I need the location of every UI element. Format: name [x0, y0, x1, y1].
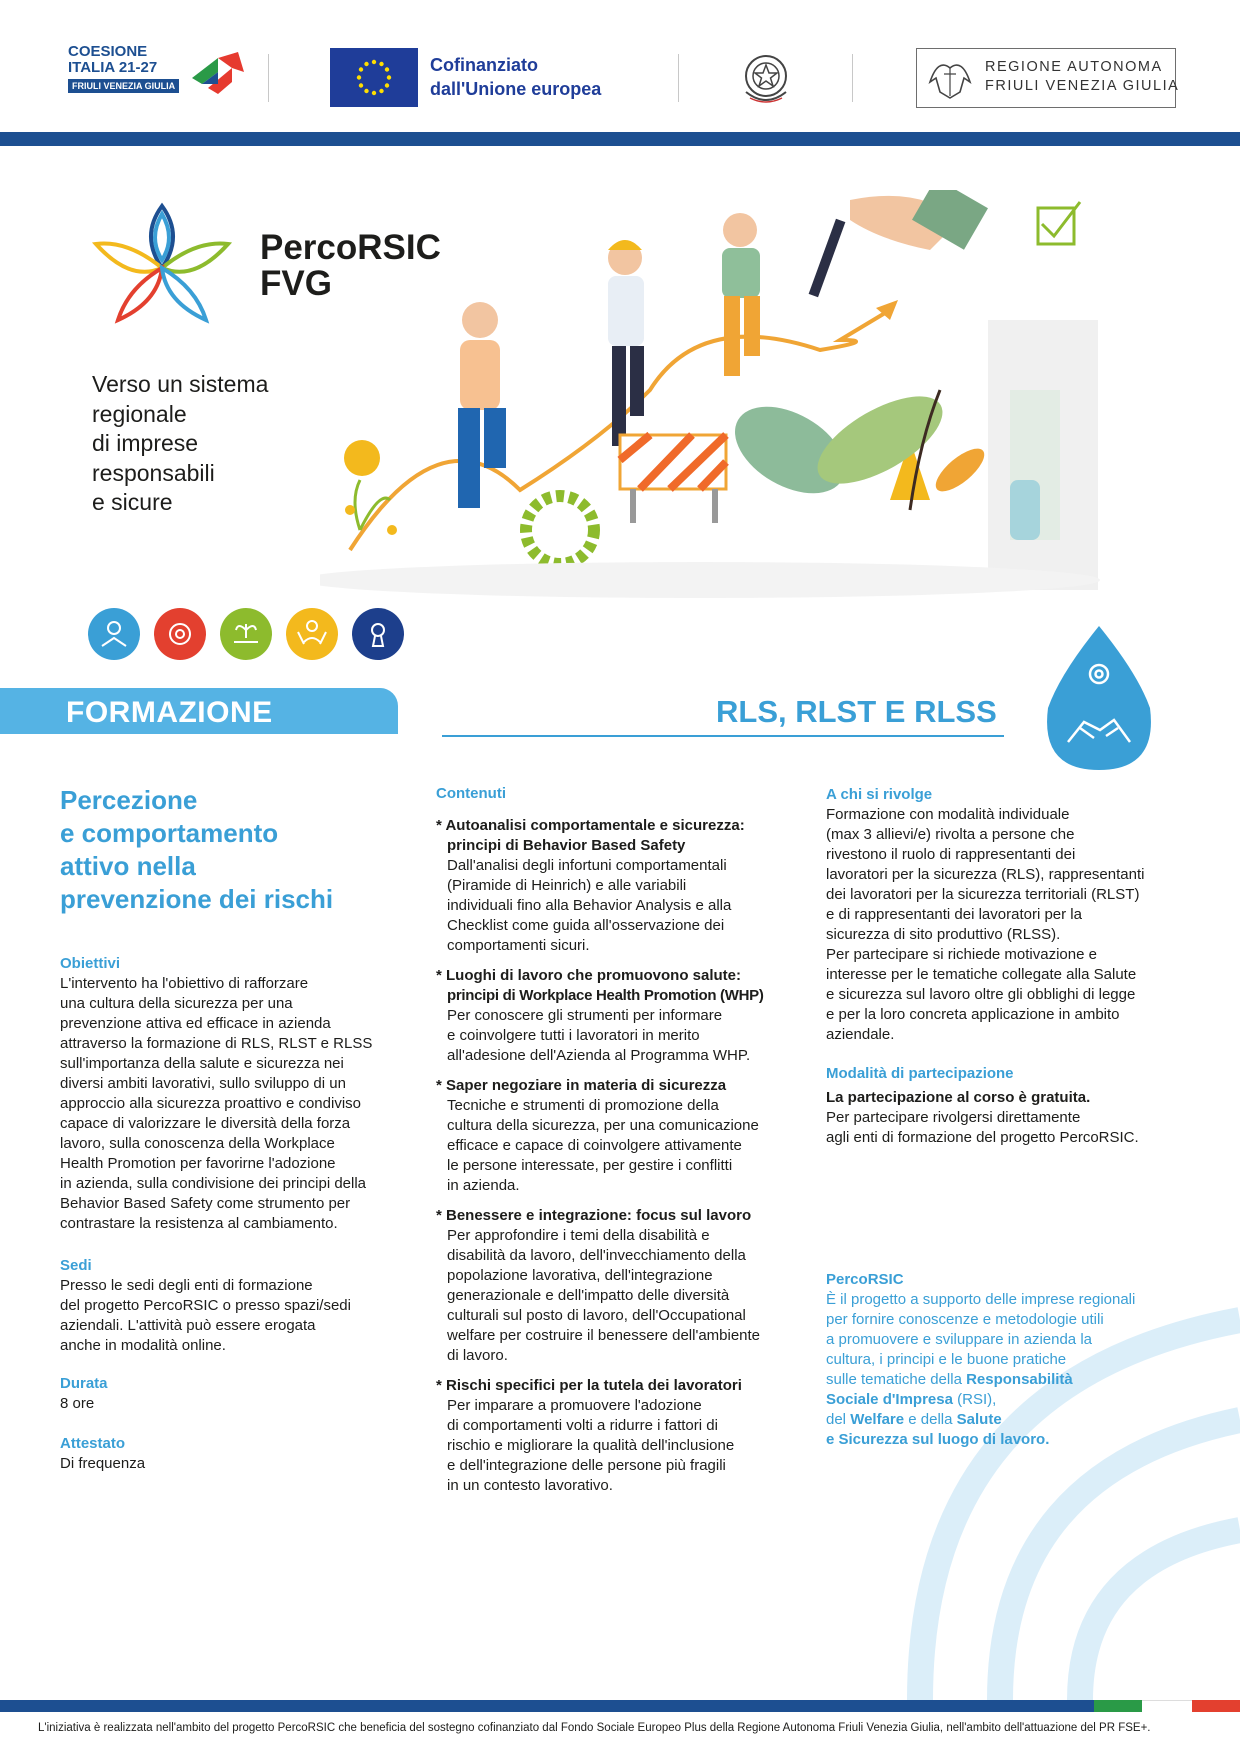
course-title-line: e comportamento — [60, 818, 279, 848]
target-line: Formazione con modalità individuale — [826, 806, 1070, 823]
footer-disclaimer: L'iniziativa è realizzata nell'ambito del progetto PercoRSIC che beneficia del sostegno cofinanziato dal Fondo Sociale Europeo Plus della Regione Autonoma Friuli Venezia Giulia, nell'ambito dell'attuazione del PR FSE+. — [38, 1722, 1151, 1734]
content-item-text: (Piramide di Heinrich) e alle variabili — [447, 877, 687, 894]
percorsic-text: sulle tematiche della — [826, 1371, 967, 1388]
content-item-text: Dall'analisi degli infortuni comportamentali — [447, 857, 727, 874]
target-line: e sicurezza sul lavoro oltre gli obblighi di legge — [826, 986, 1136, 1003]
section-underline — [442, 735, 1004, 737]
section-label-formazione: FORMAZIONE — [66, 696, 273, 729]
header-separator — [268, 54, 269, 102]
percorsic-emphasis: Salute — [956, 1411, 1002, 1428]
content-item — [436, 1206, 816, 1366]
person-hands-icon — [286, 608, 338, 660]
italian-flag-white — [1142, 1700, 1192, 1713]
eu-line2: dall'Unione europea — [430, 79, 602, 99]
fvg-line2: FRIULI VENEZIA GIULIA — [985, 78, 1180, 94]
eu-flag-icon — [330, 48, 418, 107]
content-item-text: popolazione lavorativa, dell'integrazione — [447, 1267, 713, 1284]
percorsic-emphasis: Sociale d'Impresa — [826, 1391, 953, 1408]
content-item-title: * Benessere e integrazione: focus sul lavoro — [436, 1207, 752, 1224]
content-item-text: di comportamenti volti a ridurre i fattori di — [447, 1417, 718, 1434]
durata-section — [60, 1374, 420, 1414]
percorsic-line: cultura, i principi e le buone pratiche — [826, 1351, 1067, 1368]
attestato-heading: Attestato — [60, 1435, 126, 1452]
content-item-text: comportamenti sicuri. — [447, 937, 590, 954]
eu-line1: Cofinanziato — [430, 55, 538, 75]
sedi-line: anche in modalità online. — [60, 1337, 226, 1354]
percorsic-text: (RSI), — [952, 1391, 997, 1408]
percorsic-line: a promuovere e sviluppare in azienda la — [826, 1331, 1092, 1348]
tagline-line: responsabili — [92, 459, 215, 486]
content-item-text: generazionale e dell'impatto delle diversità — [447, 1287, 730, 1304]
content-item-text: in un contesto lavorativo. — [447, 1477, 613, 1494]
eu-cofinanced-label — [430, 53, 601, 101]
content-item-text: rischio e migliorare la qualità dell'inclusione — [447, 1437, 735, 1454]
participation-line: agli enti di formazione del progetto PercoRSIC. — [826, 1129, 1139, 1146]
content-item — [436, 816, 816, 956]
attestato-value: Di frequenza — [60, 1455, 146, 1472]
participation-heading: Modalità di partecipazione — [826, 1065, 1014, 1082]
italian-flag-red — [1192, 1700, 1240, 1712]
obiettivi-line: attraverso la formazione di RLS, RLST e RLSS — [60, 1035, 373, 1052]
content-item-text: di lavoro. — [447, 1347, 508, 1364]
obiettivi-line: lavoro, sulla conoscenza della Workplace — [60, 1135, 335, 1152]
course-title-line: prevenzione dei rischi — [60, 884, 334, 914]
footer-blue-band — [0, 1700, 1240, 1712]
participation-line: Per partecipare rivolgersi direttamente — [826, 1109, 1081, 1126]
obiettivi-line: sull'importanza della salute e sicurezza nei — [60, 1055, 344, 1072]
percorsic-emphasis: Responsabilità — [966, 1371, 1073, 1388]
obiettivi-line: Health Promotion per favorirne l'adozione — [60, 1155, 336, 1172]
content-item-title: principi di Behavior Based Safety — [447, 837, 686, 854]
italian-republic-emblem-icon — [736, 48, 796, 108]
coesione-badge: FRIULI VENEZIA GIULIA — [68, 79, 179, 93]
course-title-line: Percezione — [60, 785, 198, 815]
tagline-line: e sicure — [92, 489, 173, 515]
fvg-line1: REGIONE AUTONOMA — [985, 59, 1163, 75]
sedi-heading: Sedi — [60, 1257, 92, 1274]
content-item-text: Tecniche e strumenti di promozione della — [447, 1097, 719, 1114]
content-item — [436, 1376, 816, 1496]
content-item-text: cultura della sicurezza, per una comunicazione — [447, 1117, 759, 1134]
percorsic-flower-logo-icon — [88, 196, 236, 328]
coesione-line1: COESIONE — [68, 43, 148, 60]
sedi-section — [60, 1256, 420, 1356]
obiettivi-line: L'intervento ha l'obiettivo di rafforzare — [60, 975, 309, 992]
durata-value: 8 ore — [60, 1395, 95, 1412]
risk-gear-icon — [154, 608, 206, 660]
brand-line2: FVG — [260, 264, 332, 303]
content-item-title: * Rischi specifici per la tutela dei lavoratori — [436, 1377, 742, 1394]
content-item-text: e coinvolgere tutti i lavoratori in merito — [447, 1027, 700, 1044]
safety-team-illustration — [320, 190, 1140, 610]
header-separator — [678, 54, 679, 102]
brand-line1: PercoRSIC — [260, 228, 441, 267]
obiettivi-line: Behavior Based Safety come strumento per — [60, 1195, 351, 1212]
fvg-region-text — [985, 58, 1179, 96]
contenuti-section — [436, 784, 816, 1506]
percorsic-emphasis: Welfare — [850, 1411, 905, 1428]
target-line: dei lavoratori per la sicurezza territoriali (RLST) — [826, 886, 1140, 903]
target-line: lavoratori per la sicurezza (RLS), rappresentanti — [826, 866, 1145, 883]
obiettivi-line: prevenzione attiva ed efficace in azienda — [60, 1015, 331, 1032]
coesione-mark-icon — [188, 48, 246, 100]
course-title-line: attivo nella — [60, 851, 196, 881]
percorsic-text: e della — [904, 1411, 957, 1428]
keyhole-icon — [352, 608, 404, 660]
content-item-text: individuali fino alla Behavior Analysis e alla — [447, 897, 732, 914]
content-item-title: * Luoghi di lavoro che promuovono salute: — [436, 967, 742, 984]
people-care-icon — [88, 608, 140, 660]
tagline-line: di imprese — [92, 430, 199, 456]
plant-hand-icon — [220, 608, 272, 660]
content-item-text: Per conoscere gli strumenti per informare — [447, 1007, 723, 1024]
contenuti-heading: Contenuti — [436, 785, 506, 802]
percorsic-line: È il progetto a supporto delle imprese regionali — [826, 1291, 1136, 1308]
sedi-line: del progetto PercoRSIC o presso spazi/sedi — [60, 1297, 351, 1314]
handshake-gear-drop-icon — [1040, 624, 1158, 772]
percorsic-text: del — [826, 1411, 851, 1428]
section-label-rls: RLS, RLST E RLSS — [716, 694, 997, 729]
content-item-text: in azienda. — [447, 1177, 520, 1194]
participation-section — [826, 1064, 1186, 1148]
content-item-text: efficace e capace di coinvolgere attivamente — [447, 1137, 742, 1154]
target-line: aziendale. — [826, 1026, 895, 1043]
percorsic-line — [826, 1390, 1186, 1410]
obiettivi-line: una cultura della sicurezza per una — [60, 995, 293, 1012]
obiettivi-line: capace di valorizzare le diversità della forza — [60, 1115, 351, 1132]
target-line: e per la loro concreta applicazione in ambito — [826, 1006, 1120, 1023]
content-item — [436, 966, 816, 1066]
tagline-line: Verso un sistema — [92, 371, 269, 397]
target-line: interesse per le tematiche collegate alla Salute — [826, 966, 1137, 983]
target-section — [826, 785, 1186, 1045]
target-line: sicurezza di sito produttivo (RLSS). — [826, 926, 1061, 943]
header-separator — [852, 54, 853, 102]
content-item-text: culturali sul posto di lavoro, dell'Occupational — [447, 1307, 746, 1324]
percorsic-heading: PercoRSIC — [826, 1271, 904, 1288]
content-item-text: welfare per costruire il benessere dell'ambiente — [447, 1327, 761, 1344]
content-item-text: le persone interessate, per gestire i conflitti — [447, 1157, 733, 1174]
content-item-text: e dell'integrazione delle persone più fragili — [447, 1457, 726, 1474]
target-line: (max 3 allievi/e) rivolta a persone che — [826, 826, 1075, 843]
content-item-title: * Autoanalisi comportamentale e sicurezza: — [436, 817, 745, 834]
tagline-line: regionale — [92, 400, 187, 427]
target-line: Per partecipare si richiede motivazione e — [826, 946, 1097, 963]
content-item-text: disabilità da lavoro, dell'invecchiamento della — [447, 1247, 746, 1264]
percorsic-line — [826, 1370, 1186, 1390]
obiettivi-line: contrastare la resistenza al cambiamento. — [60, 1215, 338, 1232]
sedi-line: aziendali. L'attività può essere erogata — [60, 1317, 316, 1334]
percorsic-line — [826, 1410, 1186, 1430]
obiettivi-heading: Obiettivi — [60, 955, 121, 972]
content-item-title: principi di Workplace Health Promotion (WHP) — [447, 987, 764, 1004]
obiettivi-line: in azienda, sulla condivisione dei principi della — [60, 1175, 367, 1192]
target-heading: A chi si rivolge — [826, 786, 933, 803]
percorsic-line: e Sicurezza sul luogo di lavoro. — [826, 1431, 1050, 1448]
attestato-section — [60, 1434, 420, 1474]
tagline — [92, 370, 268, 518]
target-line: e di rappresentanti dei lavoratori per la — [826, 906, 1082, 923]
target-line: rivestono il ruolo di rappresentanti dei — [826, 846, 1076, 863]
content-item-text: Per approfondire i temi della disabilità e — [447, 1227, 710, 1244]
obiettivi-line: approccio alla sicurezza proattivo e condiviso — [60, 1095, 361, 1112]
top-blue-band — [0, 132, 1240, 146]
content-item — [436, 1076, 816, 1196]
content-item-text: Per imparare a promuovere l'adozione — [447, 1397, 702, 1414]
sedi-line: Presso le sedi degli enti di formazione — [60, 1277, 313, 1294]
content-item-text: Checklist come guida all'osservazione dei — [447, 917, 725, 934]
obiettivi-section — [60, 954, 420, 1234]
percorsic-line: per fornire conoscenze e metodologie utili — [826, 1311, 1104, 1328]
eagle-icon — [924, 52, 976, 102]
obiettivi-line: diversi ambiti lavorativi, sullo sviluppo di un — [60, 1075, 346, 1092]
coesione-line2: ITALIA 21-27 — [68, 59, 158, 76]
course-title — [60, 784, 420, 916]
content-item-title: * Saper negoziare in materia di sicurezza — [436, 1077, 727, 1094]
content-item-text: all'adesione dell'Azienda al Programma WHP. — [447, 1047, 751, 1064]
percorsic-section — [826, 1270, 1186, 1450]
coesione-italia-logo — [68, 44, 248, 108]
italian-flag-green — [1094, 1700, 1142, 1712]
participation-free-note: La partecipazione al corso è gratuita. — [826, 1089, 1091, 1106]
durata-heading: Durata — [60, 1375, 108, 1392]
